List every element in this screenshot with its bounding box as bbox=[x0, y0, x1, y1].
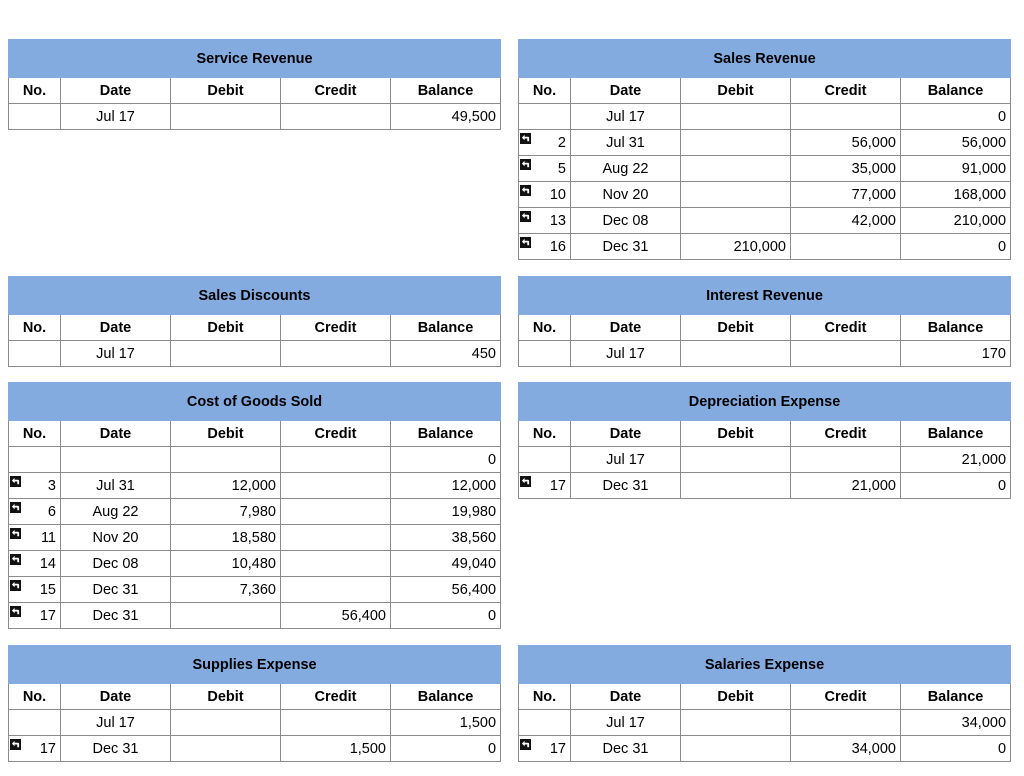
cell-credit bbox=[281, 447, 391, 473]
column-header-debit: Debit bbox=[171, 78, 281, 104]
ledger-interest-revenue bbox=[518, 276, 1010, 367]
cell-credit bbox=[791, 473, 901, 499]
table-row bbox=[9, 473, 501, 499]
cell-credit-text: 56,000 bbox=[851, 134, 896, 151]
cell-balance-text: 0 bbox=[997, 108, 1007, 125]
column-header-debit: Debit bbox=[171, 421, 281, 447]
cell-date bbox=[61, 447, 171, 473]
cell-date bbox=[571, 156, 681, 182]
cell-debit bbox=[171, 447, 281, 473]
column-header-no: No. bbox=[519, 684, 571, 710]
return-arrow-icon[interactable] bbox=[10, 739, 21, 750]
depreciation-expense-title: Depreciation Expense bbox=[519, 383, 1011, 421]
table-row bbox=[9, 603, 501, 629]
cell-credit-text: 42,000 bbox=[851, 212, 896, 229]
table-row bbox=[519, 710, 1011, 736]
cell-balance-text: 38,560 bbox=[451, 529, 497, 546]
cell-balance bbox=[391, 499, 501, 525]
cell-balance-text: 49,500 bbox=[451, 108, 496, 125]
cell-date-text: Aug 22 bbox=[92, 503, 139, 520]
cell-no bbox=[9, 551, 61, 577]
cell-debit bbox=[681, 182, 791, 208]
table-row bbox=[9, 525, 501, 551]
cost-of-goods-sold-table bbox=[8, 382, 501, 629]
cell-no-text: 14 bbox=[39, 555, 56, 572]
cell-no-text: 17 bbox=[39, 607, 56, 624]
column-header-credit: Credit bbox=[791, 421, 901, 447]
supplies-expense-title: Supplies Expense bbox=[9, 646, 501, 684]
cell-no-text: 10 bbox=[549, 186, 566, 203]
column-header-no: No. bbox=[9, 684, 61, 710]
return-arrow-icon[interactable] bbox=[10, 606, 21, 617]
column-header-no: No. bbox=[519, 78, 571, 104]
cell-debit bbox=[681, 710, 791, 736]
cell-date-text: Jul 17 bbox=[96, 345, 135, 362]
column-header-balance: Balance bbox=[901, 78, 1011, 104]
cell-date bbox=[571, 736, 681, 762]
table-row bbox=[9, 447, 501, 473]
cell-credit bbox=[791, 130, 901, 156]
cell-date-text: Dec 31 bbox=[602, 740, 649, 757]
cell-no bbox=[519, 182, 571, 208]
cell-credit bbox=[281, 473, 391, 499]
cell-balance bbox=[901, 104, 1011, 130]
sales-revenue-title: Sales Revenue bbox=[519, 40, 1011, 78]
cell-date-text: Jul 17 bbox=[606, 345, 645, 362]
return-arrow-icon[interactable] bbox=[10, 580, 21, 591]
column-header-date: Date bbox=[571, 315, 681, 341]
cell-date-text: Jul 31 bbox=[96, 477, 135, 494]
table-row bbox=[519, 341, 1011, 367]
table-row bbox=[9, 577, 501, 603]
return-arrow-icon[interactable] bbox=[520, 185, 531, 196]
cell-date bbox=[571, 447, 681, 473]
cell-date bbox=[61, 710, 171, 736]
cell-date bbox=[61, 341, 171, 367]
column-header-date: Date bbox=[571, 684, 681, 710]
ledger-cost-of-goods-sold bbox=[8, 382, 500, 629]
cell-credit bbox=[281, 104, 391, 130]
cell-no bbox=[9, 710, 61, 736]
column-header-no: No. bbox=[9, 315, 61, 341]
return-arrow-icon[interactable] bbox=[520, 211, 531, 222]
cell-no bbox=[9, 447, 61, 473]
cell-credit bbox=[281, 603, 391, 629]
cell-debit bbox=[681, 208, 791, 234]
column-header-credit: Credit bbox=[281, 421, 391, 447]
cell-debit bbox=[171, 736, 281, 762]
ledger-sales-discounts bbox=[8, 276, 500, 367]
cell-debit bbox=[171, 710, 281, 736]
cell-credit bbox=[791, 208, 901, 234]
cell-balance-text: 12,000 bbox=[451, 477, 497, 494]
cell-credit bbox=[281, 577, 391, 603]
table-row bbox=[519, 234, 1011, 260]
cell-credit-text: 1,500 bbox=[349, 740, 386, 757]
cell-date-text: Dec 31 bbox=[602, 238, 649, 255]
cell-credit bbox=[791, 736, 901, 762]
column-header-date: Date bbox=[61, 78, 171, 104]
return-arrow-icon[interactable] bbox=[520, 476, 531, 487]
cell-balance bbox=[901, 341, 1011, 367]
column-header-credit: Credit bbox=[791, 78, 901, 104]
cell-date bbox=[61, 577, 171, 603]
column-header-debit: Debit bbox=[171, 684, 281, 710]
table-row bbox=[9, 499, 501, 525]
cell-no-text: 16 bbox=[549, 238, 566, 255]
ledger-salaries-expense bbox=[518, 645, 1010, 762]
cell-date bbox=[571, 473, 681, 499]
cell-balance bbox=[901, 710, 1011, 736]
cell-date bbox=[571, 341, 681, 367]
cell-balance bbox=[391, 577, 501, 603]
table-row bbox=[9, 551, 501, 577]
cell-debit-text: 18,580 bbox=[231, 529, 276, 546]
cell-no bbox=[519, 104, 571, 130]
cell-debit-text: 10,480 bbox=[231, 555, 276, 572]
cell-no-text: 17 bbox=[549, 740, 566, 757]
cell-date-text: Jul 17 bbox=[606, 714, 645, 731]
cell-credit bbox=[791, 710, 901, 736]
sales-discounts-table bbox=[8, 276, 501, 367]
cell-no-text: 15 bbox=[39, 581, 56, 598]
column-header-date: Date bbox=[61, 421, 171, 447]
cell-no bbox=[9, 104, 61, 130]
ledger-depreciation-expense bbox=[518, 382, 1010, 499]
cell-date-text: Dec 31 bbox=[92, 607, 139, 624]
cell-balance-text: 0 bbox=[997, 477, 1007, 494]
cell-debit bbox=[171, 603, 281, 629]
return-arrow-icon[interactable] bbox=[10, 528, 21, 539]
return-arrow-icon[interactable] bbox=[520, 133, 531, 144]
cell-balance-text: 49,040 bbox=[451, 555, 497, 572]
cell-balance-text: 0 bbox=[487, 740, 497, 757]
service-revenue-title: Service Revenue bbox=[9, 40, 501, 78]
cell-credit bbox=[281, 499, 391, 525]
cell-balance-text: 0 bbox=[487, 451, 497, 468]
cell-balance bbox=[391, 525, 501, 551]
cell-credit bbox=[281, 736, 391, 762]
table-row bbox=[9, 710, 501, 736]
interest-revenue-title: Interest Revenue bbox=[519, 277, 1011, 315]
cell-no bbox=[9, 341, 61, 367]
cell-date bbox=[61, 104, 171, 130]
return-arrow-icon[interactable] bbox=[520, 739, 531, 750]
cell-credit-text: 34,000 bbox=[851, 740, 896, 757]
cell-no bbox=[519, 341, 571, 367]
cell-no-text: 13 bbox=[549, 212, 566, 229]
cell-debit bbox=[681, 234, 791, 260]
cell-no-text: 5 bbox=[557, 160, 566, 177]
cell-balance bbox=[901, 736, 1011, 762]
cell-credit-text: 35,000 bbox=[851, 160, 896, 177]
column-header-no: No. bbox=[9, 421, 61, 447]
return-arrow-icon[interactable] bbox=[10, 554, 21, 565]
cell-no-text: 3 bbox=[47, 477, 56, 494]
column-header-date: Date bbox=[571, 421, 681, 447]
column-header-balance: Balance bbox=[901, 684, 1011, 710]
cell-debit bbox=[171, 551, 281, 577]
cell-date bbox=[61, 499, 171, 525]
column-header-debit: Debit bbox=[681, 421, 791, 447]
table-row bbox=[519, 130, 1011, 156]
service-revenue-table bbox=[8, 39, 501, 130]
cell-no bbox=[9, 736, 61, 762]
table-row bbox=[9, 736, 501, 762]
table-row bbox=[519, 473, 1011, 499]
cell-balance-text: 34,000 bbox=[961, 714, 1007, 731]
cell-no bbox=[519, 156, 571, 182]
column-header-debit: Debit bbox=[681, 684, 791, 710]
cell-balance-text: 168,000 bbox=[953, 186, 1007, 203]
cell-no bbox=[519, 473, 571, 499]
cell-date-text: Jul 17 bbox=[606, 108, 645, 125]
cell-no bbox=[519, 447, 571, 473]
column-header-balance: Balance bbox=[391, 315, 501, 341]
supplies-expense-table bbox=[8, 645, 501, 762]
cell-balance bbox=[391, 104, 501, 130]
column-header-no: No. bbox=[519, 315, 571, 341]
cell-debit-text: 7,980 bbox=[239, 503, 276, 520]
cell-credit bbox=[281, 710, 391, 736]
column-header-balance: Balance bbox=[391, 421, 501, 447]
cell-date bbox=[571, 208, 681, 234]
table-row bbox=[519, 447, 1011, 473]
cell-debit bbox=[681, 104, 791, 130]
sales-revenue-table bbox=[518, 39, 1011, 260]
cell-balance-text: 210,000 bbox=[953, 212, 1007, 229]
cell-debit bbox=[681, 736, 791, 762]
depreciation-expense-table bbox=[518, 382, 1011, 499]
cell-balance bbox=[901, 156, 1011, 182]
cell-credit bbox=[791, 341, 901, 367]
cell-credit bbox=[791, 447, 901, 473]
cell-date bbox=[61, 551, 171, 577]
cell-no bbox=[9, 525, 61, 551]
cell-no bbox=[9, 499, 61, 525]
column-header-date: Date bbox=[61, 684, 171, 710]
cell-balance bbox=[391, 473, 501, 499]
cell-date-text: Aug 22 bbox=[602, 160, 649, 177]
column-header-balance: Balance bbox=[391, 684, 501, 710]
cell-credit bbox=[791, 104, 901, 130]
cell-credit-text: 77,000 bbox=[851, 186, 896, 203]
table-row bbox=[519, 736, 1011, 762]
table-row bbox=[519, 182, 1011, 208]
return-arrow-icon[interactable] bbox=[520, 237, 531, 248]
cell-balance bbox=[391, 447, 501, 473]
column-header-balance: Balance bbox=[901, 421, 1011, 447]
cell-date bbox=[61, 473, 171, 499]
cell-balance-text: 19,980 bbox=[451, 503, 497, 520]
cell-balance-text: 56,000 bbox=[961, 134, 1007, 151]
cell-debit bbox=[681, 473, 791, 499]
cell-balance bbox=[391, 551, 501, 577]
cell-balance bbox=[391, 736, 501, 762]
cell-debit bbox=[681, 130, 791, 156]
cell-debit-text: 7,360 bbox=[239, 581, 276, 598]
cell-debit bbox=[681, 447, 791, 473]
salaries-expense-title: Salaries Expense bbox=[519, 646, 1011, 684]
cell-date-text: Jul 31 bbox=[606, 134, 645, 151]
return-arrow-icon[interactable] bbox=[520, 159, 531, 170]
column-header-credit: Credit bbox=[281, 315, 391, 341]
cell-date-text: Jul 17 bbox=[96, 108, 135, 125]
column-header-credit: Credit bbox=[281, 684, 391, 710]
ledger-supplies-expense bbox=[8, 645, 500, 762]
cost-of-goods-sold-title: Cost of Goods Sold bbox=[9, 383, 501, 421]
cell-date-text: Jul 17 bbox=[606, 451, 645, 468]
table-row bbox=[9, 341, 501, 367]
interest-revenue-table bbox=[518, 276, 1011, 367]
cell-balance bbox=[901, 473, 1011, 499]
cell-credit bbox=[281, 551, 391, 577]
cell-date-text: Dec 08 bbox=[602, 212, 649, 229]
cell-debit bbox=[681, 341, 791, 367]
cell-credit bbox=[281, 341, 391, 367]
cell-date bbox=[61, 736, 171, 762]
cell-balance bbox=[901, 234, 1011, 260]
cell-balance-text: 1,500 bbox=[459, 714, 497, 731]
cell-debit bbox=[171, 473, 281, 499]
cell-debit-text: 12,000 bbox=[231, 477, 276, 494]
cell-date-text: Dec 31 bbox=[92, 740, 139, 757]
cell-no bbox=[519, 208, 571, 234]
cell-balance-text: 21,000 bbox=[961, 451, 1007, 468]
cell-balance-text: 450 bbox=[471, 345, 496, 362]
cell-balance bbox=[391, 603, 501, 629]
ledger-service-revenue bbox=[8, 39, 500, 130]
sales-discounts-title: Sales Discounts bbox=[9, 277, 501, 315]
cell-no-text: 17 bbox=[39, 740, 56, 757]
cell-no bbox=[9, 603, 61, 629]
cell-balance-text: 0 bbox=[997, 238, 1007, 255]
column-header-date: Date bbox=[571, 78, 681, 104]
table-row bbox=[9, 104, 501, 130]
return-arrow-icon[interactable] bbox=[10, 476, 21, 487]
cell-date bbox=[61, 525, 171, 551]
column-header-date: Date bbox=[61, 315, 171, 341]
cell-date-text: Dec 31 bbox=[602, 477, 649, 494]
cell-date-text: Dec 08 bbox=[92, 555, 139, 572]
cell-debit-text: 210,000 bbox=[733, 238, 786, 255]
cell-balance bbox=[901, 447, 1011, 473]
cell-date-text: Jul 17 bbox=[96, 714, 135, 731]
cell-no bbox=[519, 234, 571, 260]
cell-debit bbox=[681, 156, 791, 182]
cell-no bbox=[519, 710, 571, 736]
cell-date bbox=[571, 182, 681, 208]
column-header-no: No. bbox=[9, 78, 61, 104]
column-header-no: No. bbox=[519, 421, 571, 447]
cell-no-text: 2 bbox=[557, 134, 566, 151]
column-header-credit: Credit bbox=[791, 684, 901, 710]
cell-date bbox=[571, 104, 681, 130]
cell-date bbox=[571, 710, 681, 736]
table-row bbox=[519, 156, 1011, 182]
column-header-debit: Debit bbox=[171, 315, 281, 341]
cell-date bbox=[61, 603, 171, 629]
cell-date-text: Dec 31 bbox=[92, 581, 139, 598]
cell-balance bbox=[391, 710, 501, 736]
cell-balance-text: 0 bbox=[487, 607, 497, 624]
cell-balance-text: 170 bbox=[981, 345, 1006, 362]
cell-debit bbox=[171, 499, 281, 525]
column-header-balance: Balance bbox=[901, 315, 1011, 341]
cell-no bbox=[519, 736, 571, 762]
cell-credit-text: 56,400 bbox=[341, 607, 386, 624]
cell-credit bbox=[791, 182, 901, 208]
cell-balance bbox=[901, 182, 1011, 208]
cell-date bbox=[571, 234, 681, 260]
column-header-debit: Debit bbox=[681, 315, 791, 341]
cell-date-text: Nov 20 bbox=[602, 186, 649, 203]
cell-credit bbox=[281, 525, 391, 551]
cell-debit bbox=[171, 525, 281, 551]
salaries-expense-table bbox=[518, 645, 1011, 762]
cell-date-text: Nov 20 bbox=[92, 529, 139, 546]
cell-debit bbox=[171, 104, 281, 130]
cell-balance-text: 91,000 bbox=[961, 160, 1007, 177]
return-arrow-icon[interactable] bbox=[10, 502, 21, 513]
cell-no bbox=[9, 473, 61, 499]
cell-balance-text: 0 bbox=[997, 740, 1007, 757]
cell-balance bbox=[391, 341, 501, 367]
cell-no-text: 11 bbox=[40, 529, 56, 546]
cell-no-text: 17 bbox=[549, 477, 566, 494]
cell-debit bbox=[171, 577, 281, 603]
cell-credit bbox=[791, 156, 901, 182]
cell-balance bbox=[901, 130, 1011, 156]
column-header-credit: Credit bbox=[281, 78, 391, 104]
table-row bbox=[519, 208, 1011, 234]
cell-credit bbox=[791, 234, 901, 260]
cell-no bbox=[519, 130, 571, 156]
column-header-credit: Credit bbox=[791, 315, 901, 341]
column-header-debit: Debit bbox=[681, 78, 791, 104]
cell-credit-text: 21,000 bbox=[851, 477, 896, 494]
cell-balance bbox=[901, 208, 1011, 234]
cell-date bbox=[571, 130, 681, 156]
ledger-sales-revenue bbox=[518, 39, 1010, 260]
cell-balance-text: 56,400 bbox=[451, 581, 497, 598]
table-row bbox=[519, 104, 1011, 130]
cell-debit bbox=[171, 341, 281, 367]
cell-no-text: 6 bbox=[47, 503, 56, 520]
cell-no bbox=[9, 577, 61, 603]
column-header-balance: Balance bbox=[391, 78, 501, 104]
